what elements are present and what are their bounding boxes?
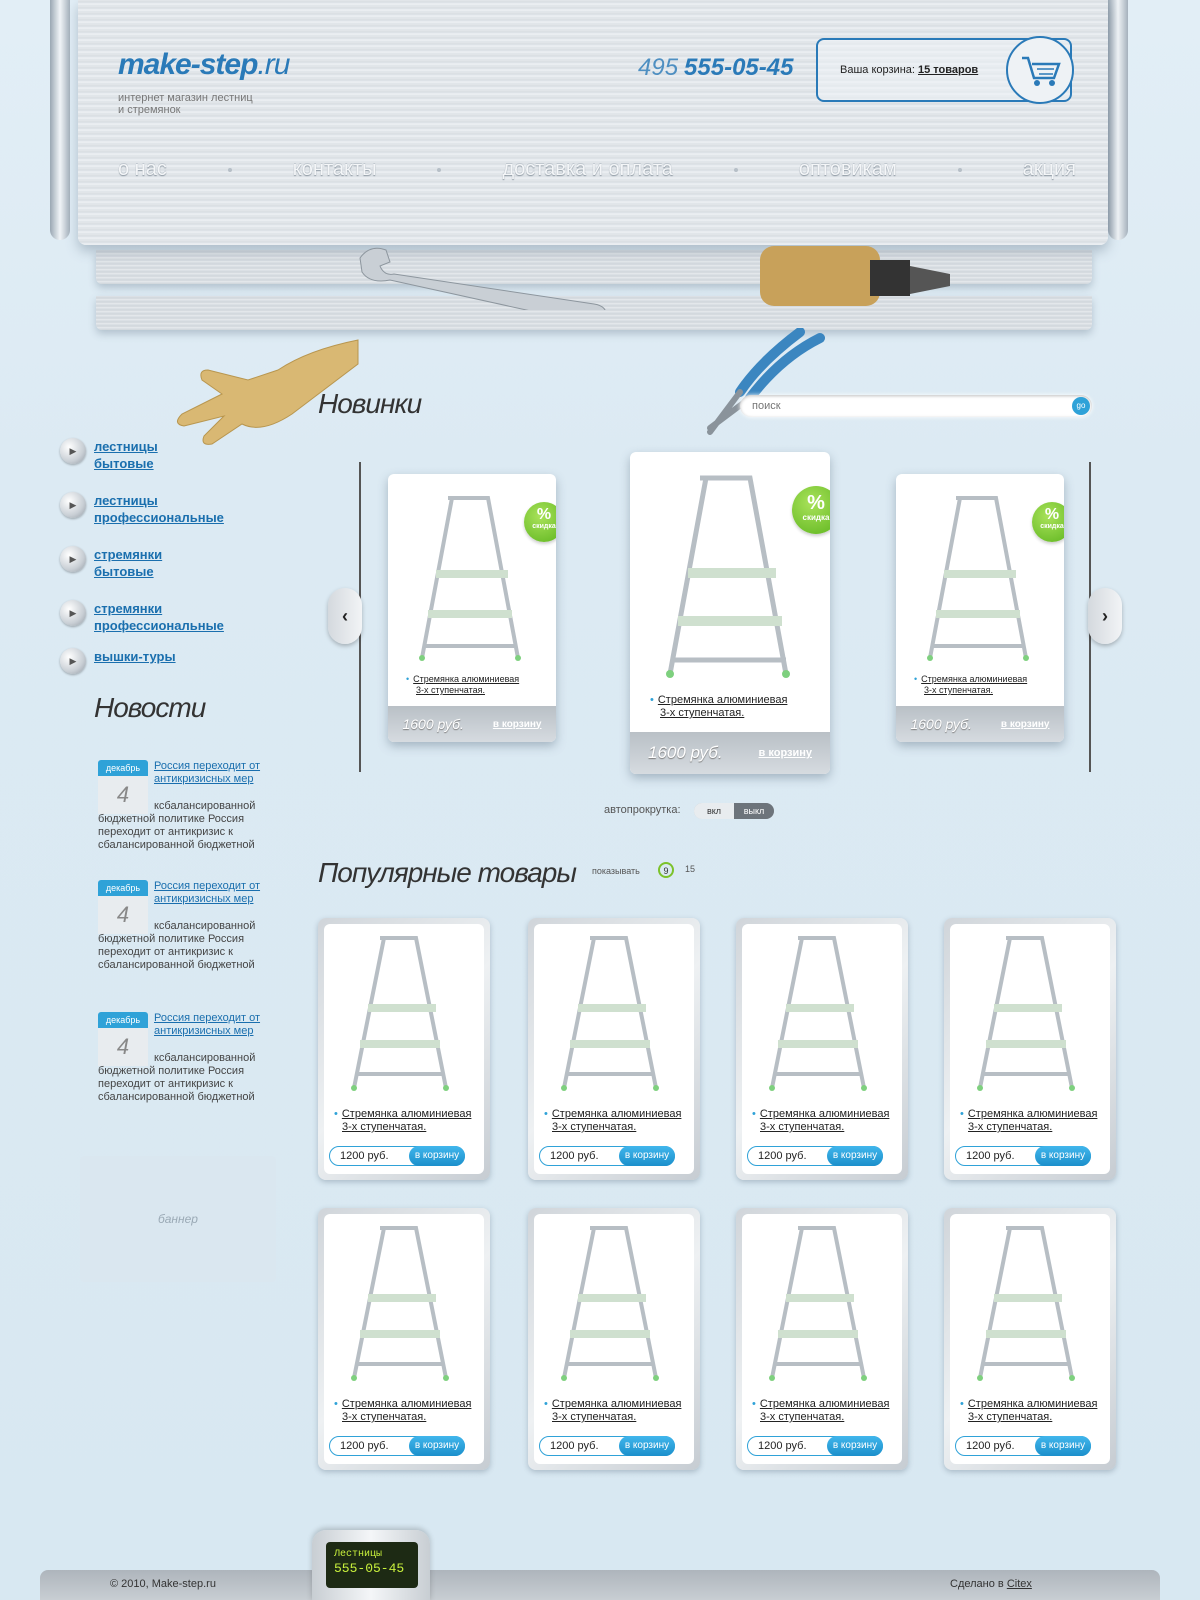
news-date: декабрь 4 <box>98 880 148 934</box>
product-name-link[interactable]: • Стремянка алюминиевая 3-х ступенчатая. <box>960 1398 1110 1424</box>
add-to-cart-button[interactable]: в корзину <box>1035 1436 1091 1456</box>
news-body: ксбалансированной бюджетной политике Россия переходит от антикризис к сбалансированной бюджетной <box>98 1052 256 1103</box>
ladder-image <box>388 474 556 674</box>
nav-separator <box>734 168 738 172</box>
product-card-inner <box>742 1214 902 1464</box>
nav-separator <box>437 168 441 172</box>
popular-heading: Популярные товары <box>318 857 576 888</box>
arrow-right-icon: ▶ <box>60 438 86 464</box>
product-name-link[interactable]: • Стремянка алюминиевая 3-х ступенчатая. <box>334 1398 484 1424</box>
category-item[interactable]: ▶ лестницы профессиональные <box>60 492 254 526</box>
ladder-image <box>896 474 1064 674</box>
price-bar <box>747 1146 883 1166</box>
product-price: 1200 руб. <box>340 1150 389 1162</box>
news-title-link[interactable]: Россия переходит от антикризисных мер <box>154 760 261 785</box>
category-item[interactable]: ▶ стремянки профессиональные <box>60 600 254 634</box>
news-date: декабрь 4 <box>98 1012 148 1066</box>
show-count-option[interactable]: 15 <box>684 864 695 874</box>
news-body: ксбалансированной бюджетной политике Россия переходит от антикризис к сбалансированной бюджетной <box>98 800 256 851</box>
tagline: интернет магазин лестниц и стремянок <box>118 92 253 116</box>
add-to-cart-button[interactable]: в корзину <box>827 1436 883 1456</box>
carousel-next-button[interactable] <box>1088 588 1122 644</box>
popular-product-card[interactable] <box>318 1208 490 1470</box>
main-nav <box>118 158 1076 181</box>
product-card-inner <box>534 924 694 1174</box>
header-panel <box>78 0 1108 245</box>
new-items-heading: Новинки <box>318 388 422 419</box>
carousel-product-card[interactable] <box>896 474 1064 742</box>
add-to-cart-button[interactable]: в корзину <box>409 1436 465 1456</box>
popular-product-card[interactable] <box>528 1208 700 1470</box>
price-bar <box>329 1146 465 1166</box>
product-price: 1200 руб. <box>550 1150 599 1162</box>
arrow-right-icon: ▶ <box>60 648 86 674</box>
ladder-image <box>324 924 484 1100</box>
news-body: ксбалансированной бюджетной политике Россия переходит от антикризис к сбалансированной бюджетной <box>98 920 256 971</box>
product-card-inner <box>950 924 1110 1174</box>
footer-made-link[interactable]: Citex <box>1006 1578 1032 1590</box>
pliers-icon <box>680 328 830 438</box>
carousel-product-card[interactable] <box>388 474 556 742</box>
discount-badge: % скидка <box>524 502 556 542</box>
autoscroll-label: автопрокрутка: <box>604 804 681 816</box>
arrow-right-icon: ▶ <box>60 546 86 572</box>
logo[interactable]: make-step.ru <box>118 48 290 81</box>
category-item[interactable]: ▶ стремянки бытовые <box>60 546 254 580</box>
popular-product-card[interactable] <box>944 918 1116 1180</box>
drill-icon <box>760 240 970 330</box>
product-name-link[interactable]: • Стремянка алюминиевая 3-х ступенчатая. <box>650 694 787 720</box>
nav-wholesale[interactable]: оптовикам <box>798 158 897 180</box>
news-item <box>98 760 266 860</box>
autoscroll-on[interactable]: вкл <box>694 803 734 819</box>
category-item[interactable]: ▶ лестницы бытовые <box>60 438 254 472</box>
product-footer <box>388 706 556 742</box>
product-card-inner <box>324 924 484 1174</box>
nav-delivery[interactable]: доставка и оплата <box>502 158 673 180</box>
cart-icon[interactable] <box>1006 36 1074 104</box>
product-name-link[interactable]: • Стремянка алюминиевая 3-х ступенчатая. <box>406 674 519 696</box>
ladder-image <box>324 1214 484 1390</box>
add-to-cart-button[interactable]: в корзину <box>619 1146 675 1166</box>
footer-made-by: Сделано в Citex <box>950 1578 1032 1590</box>
product-card-inner <box>534 1214 694 1464</box>
product-name-link[interactable]: • Стремянка алюминиевая 3-х ступенчатая. <box>334 1108 484 1134</box>
autoscroll-toggle[interactable] <box>694 803 774 819</box>
product-name-link[interactable]: • Стремянка алюминиевая 3-х ступенчатая. <box>544 1108 694 1134</box>
chevron-right-icon: › <box>1102 605 1108 626</box>
product-footer <box>630 732 830 774</box>
chevron-left-icon: ‹ <box>342 605 348 626</box>
add-to-cart-link[interactable]: в корзину <box>492 718 542 730</box>
product-price: 1600 руб. <box>647 743 723 762</box>
add-to-cart-button[interactable]: в корзину <box>1035 1146 1091 1166</box>
news-heading: Новости <box>94 692 206 723</box>
add-to-cart-link[interactable]: в корзину <box>1000 718 1050 730</box>
news-item <box>98 1012 266 1112</box>
news-item <box>98 880 266 980</box>
popular-product-card[interactable] <box>318 918 490 1180</box>
product-price: 1200 руб. <box>340 1440 389 1452</box>
add-to-cart-button[interactable]: в корзину <box>619 1436 675 1456</box>
product-card-inner <box>950 1214 1110 1464</box>
nav-separator <box>958 168 962 172</box>
product-price: 1200 руб. <box>758 1150 807 1162</box>
product-price: 1200 руб. <box>966 1440 1015 1452</box>
ladder-image <box>950 1214 1110 1390</box>
banner-placeholder[interactable]: баннер <box>80 1156 276 1282</box>
phone-number: 495 555-05-45 <box>638 54 794 81</box>
product-price: 1600 руб. <box>910 716 972 732</box>
product-footer <box>896 706 1064 742</box>
add-to-cart-button[interactable]: в корзину <box>827 1146 883 1166</box>
footer-copyright: © 2010, Make-step.ru <box>110 1578 216 1590</box>
ladder-image <box>534 924 694 1100</box>
cart-summary: Ваша корзина: 15 товаров <box>840 64 979 76</box>
news-title-link[interactable]: Россия переходит от антикризисных мер <box>154 880 261 905</box>
product-card-inner <box>742 924 902 1174</box>
carousel-prev-button[interactable] <box>328 588 362 644</box>
product-price: 1200 руб. <box>966 1150 1015 1162</box>
popular-product-card[interactable] <box>736 1208 908 1470</box>
search-button[interactable]: go <box>1072 397 1090 415</box>
product-name-link[interactable]: • Стремянка алюминиевая 3-х ступенчатая. <box>544 1398 694 1424</box>
product-name-link[interactable]: • Стремянка алюминиевая 3-х ступенчатая. <box>914 674 1027 696</box>
add-to-cart-link[interactable]: в корзину <box>758 747 813 759</box>
popular-product-card[interactable] <box>736 918 908 1180</box>
search-input[interactable] <box>740 400 1050 412</box>
arrow-right-icon: ▶ <box>60 600 86 626</box>
product-name-link[interactable]: • Стремянка алюминиевая 3-х ступенчатая. <box>752 1398 902 1424</box>
price-bar <box>955 1146 1091 1166</box>
phone-device-screen: Лестницы 555-05-45 <box>326 1542 418 1588</box>
product-price: 1200 руб. <box>758 1440 807 1452</box>
price-bar <box>955 1436 1091 1456</box>
show-count-label: показывать <box>592 866 640 876</box>
product-name-link[interactable]: • Стремянка алюминиевая 3-х ступенчатая. <box>960 1108 1110 1134</box>
product-card-inner <box>324 1214 484 1464</box>
nav-about[interactable]: о нас <box>118 158 167 180</box>
news-date: декабрь 4 <box>98 760 148 814</box>
arrow-right-icon: ▶ <box>60 492 86 518</box>
product-name-link[interactable]: • Стремянка алюминиевая 3-х ступенчатая. <box>752 1108 902 1134</box>
ladder-image <box>950 924 1110 1100</box>
nav-separator <box>228 168 232 172</box>
ladder-image <box>742 924 902 1100</box>
autoscroll-off[interactable]: выкл <box>734 803 774 819</box>
category-item[interactable]: ▶ вышки-туры <box>60 648 254 674</box>
ladder-image <box>534 1214 694 1390</box>
price-bar <box>539 1436 675 1456</box>
nav-contacts[interactable]: контакты <box>292 158 377 180</box>
cart-count-link[interactable]: 15 товаров <box>918 64 979 76</box>
price-bar <box>329 1436 465 1456</box>
discount-badge: % скидка <box>792 486 830 534</box>
cart-box[interactable] <box>816 38 1072 102</box>
add-to-cart-button[interactable]: в корзину <box>409 1146 465 1166</box>
show-count-option-selected[interactable]: 9 <box>658 862 674 878</box>
wrench-icon <box>350 240 610 310</box>
price-bar <box>747 1436 883 1456</box>
header-rail-left <box>50 0 70 240</box>
popular-product-card[interactable] <box>944 1208 1116 1470</box>
product-price: 1600 руб. <box>402 716 464 732</box>
nav-promo[interactable]: акция <box>1022 158 1076 180</box>
popular-product-card[interactable] <box>528 918 700 1180</box>
ladder-image <box>742 1214 902 1390</box>
carousel-product-card-featured[interactable] <box>630 452 830 774</box>
header-rail-right <box>1108 0 1128 240</box>
news-title-link[interactable]: Россия переходит от антикризисных мер <box>154 1012 261 1037</box>
search-bar <box>740 395 1092 417</box>
price-bar <box>539 1146 675 1166</box>
product-price: 1200 руб. <box>550 1440 599 1452</box>
discount-badge: % скидка <box>1032 502 1064 542</box>
ladder-image <box>630 452 830 692</box>
